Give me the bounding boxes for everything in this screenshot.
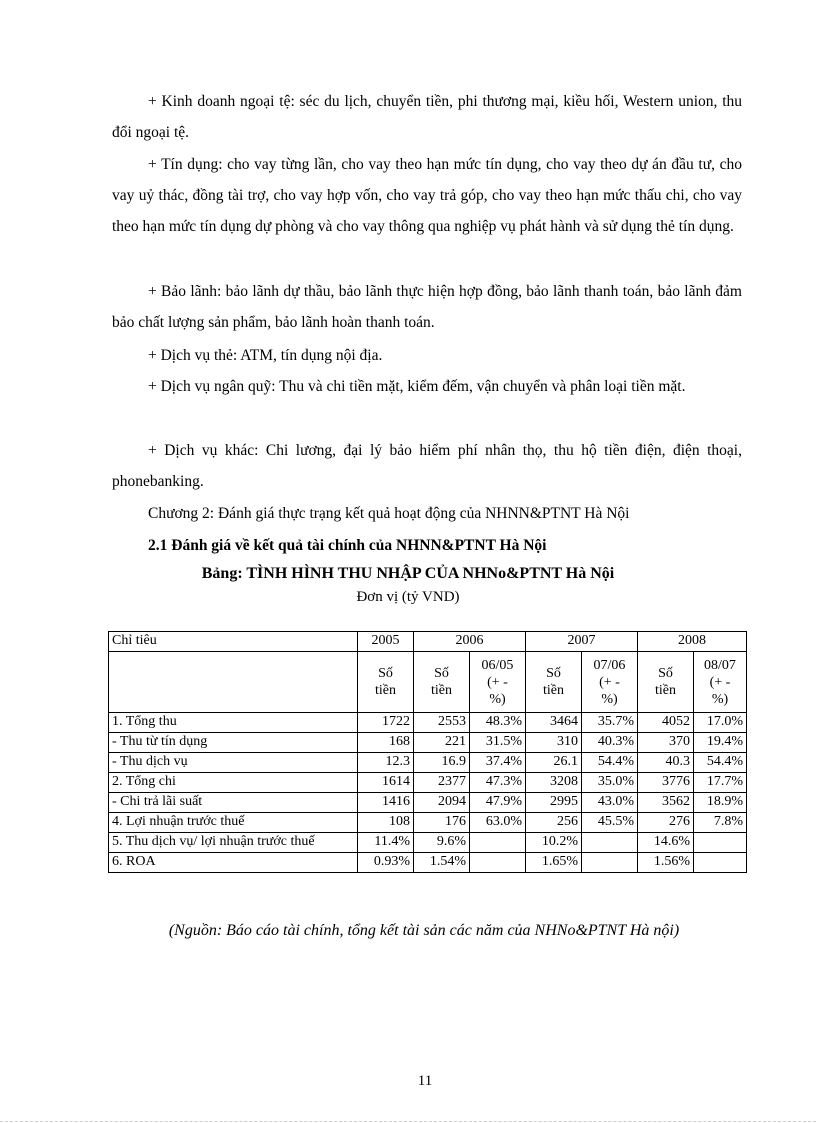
cell-pct-2008: 19.4% [694, 733, 747, 753]
income-table [108, 631, 747, 873]
header-pct-2008: 08/07 (+ - %) [694, 652, 747, 713]
page-bottom-divider [0, 1121, 816, 1122]
paragraph-treasury-services: + Dịch vụ ngân quỹ: Thu và chi tiền mặt, kiểm đếm, vận chuyển và phân loại tiền mặt. [148, 378, 686, 395]
table-header-subcolumns [109, 652, 747, 713]
cell-2006: 16.9 [414, 753, 470, 773]
row-label: - Thu từ tín dụng [109, 733, 358, 753]
paragraph-foreign-exchange: + Kinh doanh ngoại tệ: séc du lịch, chuyển tiền, phi thương mại, kiều hối, Western union, thu đổi ngoại tệ. [112, 93, 742, 141]
header-year-2008: 2008 [638, 632, 747, 652]
table-row [109, 813, 747, 833]
cell-pct-2006: 31.5% [470, 733, 526, 753]
cell-2008: 276 [638, 813, 694, 833]
table-row [109, 833, 747, 853]
row-label: 2. Tổng chi [109, 773, 358, 793]
page-number: 11 [417, 1073, 433, 1089]
cell-pct-2007: 35.0% [582, 773, 638, 793]
cell-2007: 310 [526, 733, 582, 753]
table-title: Bảng: TÌNH HÌNH THU NHẬP CỦA NHNo&PTNT Hà Nội [201, 565, 615, 582]
cell-2006: 2094 [414, 793, 470, 813]
cell-2007: 10.2% [526, 833, 582, 853]
header-blank [109, 652, 358, 713]
cell-2005: 12.3 [358, 753, 414, 773]
header-amount-2006: Số tiền [414, 652, 470, 713]
cell-2008: 14.6% [638, 833, 694, 853]
paragraph-card-services: + Dịch vụ thẻ: ATM, tín dụng nội địa. [148, 347, 383, 364]
header-amount-2008: Số tiền [638, 652, 694, 713]
paragraph-credit: + Tín dụng: cho vay từng lần, cho vay theo hạn mức tín dụng, cho vay theo dự án đầu tư, cho vay uỷ thác, đồng tài trợ, cho vay hợp vốn, cho vay trả góp, cho vay theo hạn mức thấu chi, cho vay theo hạn mức tín dụng dự phòng và cho vay thông qua nghiệp vụ phát hành và sử dụng thẻ tín dụng. [112, 156, 742, 235]
header-year-2007: 2007 [526, 632, 638, 652]
cell-pct-2007: 54.4% [582, 753, 638, 773]
cell-2005: 11.4% [358, 833, 414, 853]
header-pct-2006: 06/05 (+ - %) [470, 652, 526, 713]
cell-2008: 40.3 [638, 753, 694, 773]
cell-2006: 176 [414, 813, 470, 833]
cell-pct-2006: 37.4% [470, 753, 526, 773]
cell-pct-2007: 35.7% [582, 713, 638, 733]
cell-pct-2007: 40.3% [582, 733, 638, 753]
cell-2006: 221 [414, 733, 470, 753]
cell-2005: 108 [358, 813, 414, 833]
table-unit: Đơn vị (tỷ VND) [356, 589, 460, 605]
header-year-2006: 2006 [414, 632, 526, 652]
cell-pct-2008 [694, 833, 747, 853]
table-row [109, 773, 747, 793]
cell-pct-2008: 7.8% [694, 813, 747, 833]
cell-2005: 1416 [358, 793, 414, 813]
header-amount-2005: Số tiền [358, 652, 414, 713]
cell-2005: 1722 [358, 713, 414, 733]
cell-pct-2006: 63.0% [470, 813, 526, 833]
cell-2007: 3464 [526, 713, 582, 733]
header-indicator: Chỉ tiêu [109, 632, 358, 652]
table-row [109, 793, 747, 813]
cell-2007: 1.65% [526, 853, 582, 873]
header-year-2005: 2005 [358, 632, 414, 652]
chapter-heading: Chương 2: Đánh giá thực trạng kết quả hoạt động của NHNN&PTNT Hà Nội [148, 505, 630, 522]
cell-2006: 1.54% [414, 853, 470, 873]
cell-2008: 4052 [638, 713, 694, 733]
cell-pct-2006: 48.3% [470, 713, 526, 733]
table-header-years [109, 632, 747, 652]
cell-2008: 1.56% [638, 853, 694, 873]
source-note: (Nguồn: Báo cáo tài chính, tổng kết tài sản các năm của NHNo&PTNT Hà nội) [168, 922, 680, 939]
cell-pct-2008: 54.4% [694, 753, 747, 773]
cell-2005: 1614 [358, 773, 414, 793]
table-row [109, 733, 747, 753]
cell-2007: 3208 [526, 773, 582, 793]
cell-2008: 3562 [638, 793, 694, 813]
cell-2007: 256 [526, 813, 582, 833]
cell-pct-2008: 17.0% [694, 713, 747, 733]
cell-pct-2008: 18.9% [694, 793, 747, 813]
cell-2008: 3776 [638, 773, 694, 793]
cell-2007: 2995 [526, 793, 582, 813]
cell-pct-2006: 47.3% [470, 773, 526, 793]
cell-2005: 0.93% [358, 853, 414, 873]
cell-pct-2007 [582, 853, 638, 873]
cell-2008: 370 [638, 733, 694, 753]
cell-pct-2008: 17.7% [694, 773, 747, 793]
cell-2005: 168 [358, 733, 414, 753]
table-row [109, 853, 747, 873]
row-label: 6. ROA [109, 853, 358, 873]
table-row [109, 753, 747, 773]
cell-2007: 26.1 [526, 753, 582, 773]
cell-pct-2008 [694, 853, 747, 873]
cell-pct-2006: 47.9% [470, 793, 526, 813]
header-amount-2007: Số tiền [526, 652, 582, 713]
row-label: - Chi trả lãi suất [109, 793, 358, 813]
cell-pct-2006 [470, 833, 526, 853]
row-label: 1. Tổng thu [109, 713, 358, 733]
cell-2006: 2553 [414, 713, 470, 733]
cell-2006: 9.6% [414, 833, 470, 853]
cell-pct-2006 [470, 853, 526, 873]
paragraph-guarantee: + Bảo lãnh: bảo lãnh dự thầu, bảo lãnh thực hiện hợp đồng, bảo lãnh thanh toán, bảo lãnh đảm bảo chất lượng sản phẩm, bảo lãnh hoàn thanh toán. [112, 283, 742, 331]
cell-pct-2007 [582, 833, 638, 853]
cell-pct-2007: 45.5% [582, 813, 638, 833]
cell-2006: 2377 [414, 773, 470, 793]
paragraph-other-services: + Dịch vụ khác: Chi lương, đại lý bảo hiểm phí nhân thọ, thu hộ tiền điện, điện thoại, phonebanking. [112, 442, 742, 490]
header-pct-2007: 07/06 (+ - %) [582, 652, 638, 713]
section-heading: 2.1 Đánh giá về kết quả tài chính của NHNN&PTNT Hà Nội [148, 537, 547, 554]
row-label: 4. Lợi nhuận trước thuế [109, 813, 358, 833]
table-row [109, 713, 747, 733]
row-label: 5. Thu dịch vụ/ lợi nhuận trước thuế [109, 833, 358, 853]
row-label: - Thu dịch vụ [109, 753, 358, 773]
cell-pct-2007: 43.0% [582, 793, 638, 813]
